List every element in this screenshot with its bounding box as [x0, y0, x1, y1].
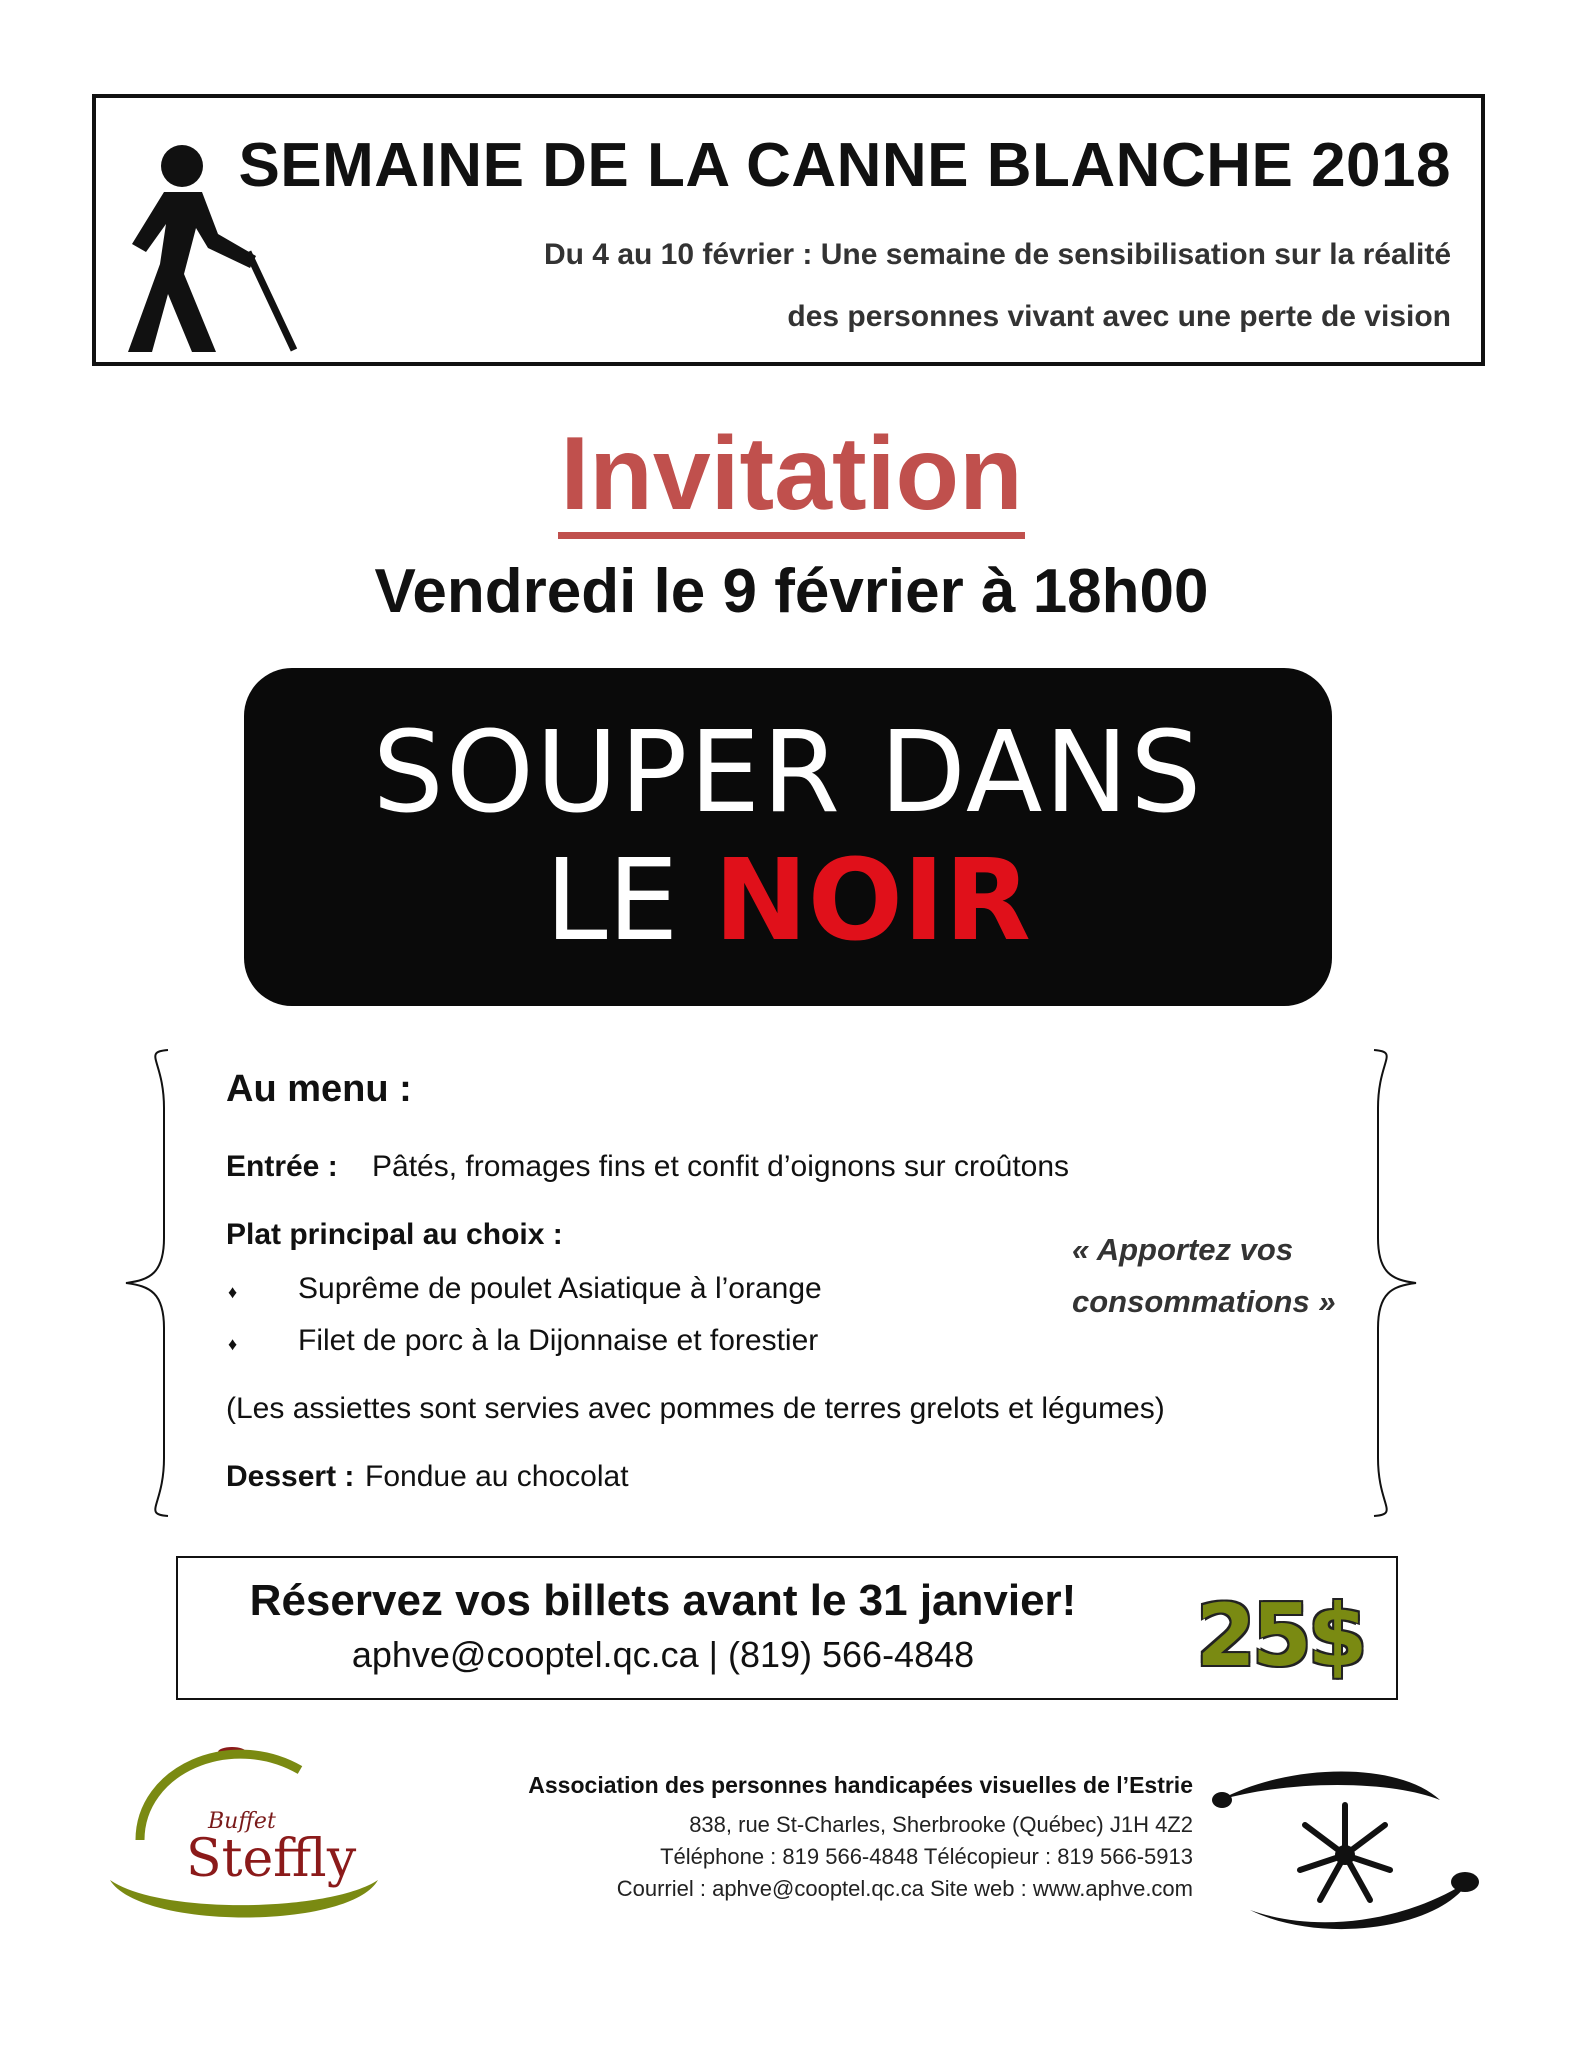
event-date: Vendredi le 9 février à 18h00	[374, 557, 1209, 626]
reservation-title: Réservez vos billets avant le 31 janvier!	[249, 1576, 1077, 1625]
logo-steffly-text: Steffly	[186, 1829, 357, 1889]
association-web[interactable]: Courriel : aphve@cooptel.qc.ca Site web : www.aphve.com	[616, 1876, 1193, 1901]
steffly-logo	[100, 1730, 380, 1930]
banner-le: LE	[545, 836, 679, 966]
menu-note: (Les assiettes sont servies avec pommes de terres grelots et légumes)	[226, 1392, 1165, 1425]
entree-text: Pâtés, fromages fins et confit d’oignons sur croûtons	[372, 1150, 1070, 1183]
event-subtitle-line1: Du 4 au 10 février : Une semaine de sensibilisation sur la réalité	[543, 238, 1451, 271]
logo-buffet-text: Buffet	[208, 1809, 276, 1834]
main-course-heading: Plat principal au choix :	[226, 1218, 563, 1251]
reservation-contact[interactable]: aphve@cooptel.qc.ca | (819) 566-4848	[351, 1634, 975, 1675]
bullet-icon: ♦	[228, 1282, 238, 1302]
byob-note-line2: consommations »	[1072, 1284, 1336, 1319]
dessert-label: Dessert :	[226, 1460, 355, 1493]
reservation-box	[176, 1556, 1398, 1700]
eye-logo-icon	[1210, 1760, 1480, 1940]
banner-line2	[244, 836, 1332, 966]
banner-noir: NOIR	[713, 836, 1031, 966]
main-course-option: Filet de porc à la Dijonnaise et forestier	[298, 1324, 819, 1357]
association-phones: Téléphone : 819 566-4848 Télécopieur : 819 566-5913	[660, 1844, 1193, 1869]
byob-note-line1: « Apportez vos	[1072, 1232, 1294, 1267]
event-subtitle-line2: des personnes vivant avec une perte de vision	[787, 300, 1451, 333]
banner-line1: SOUPER DANS	[372, 708, 1204, 838]
invitation-heading	[0, 418, 1583, 539]
dinner-banner	[244, 668, 1332, 1006]
ticket-price: 25$	[1196, 1586, 1364, 1686]
association-name: Association des personnes handicapées visuelles de l’Estrie	[528, 1772, 1193, 1798]
event-title: SEMAINE DE LA CANNE BLANCHE 2018	[238, 131, 1451, 200]
main-course-option: Suprême de poulet Asiatique à l’orange	[298, 1272, 822, 1305]
left-brace-icon	[120, 1048, 170, 1518]
association-address: 838, rue St-Charles, Sherbrooke (Québec) J1H 4Z2	[689, 1812, 1193, 1837]
entree-label: Entrée :	[226, 1150, 338, 1183]
invitation-title: Invitation	[558, 418, 1024, 539]
dessert-text: Fondue au chocolat	[365, 1460, 629, 1493]
right-brace-icon	[1372, 1048, 1422, 1518]
header-box	[92, 94, 1485, 366]
bullet-icon: ♦	[228, 1334, 238, 1354]
menu-heading: Au menu :	[226, 1068, 412, 1110]
